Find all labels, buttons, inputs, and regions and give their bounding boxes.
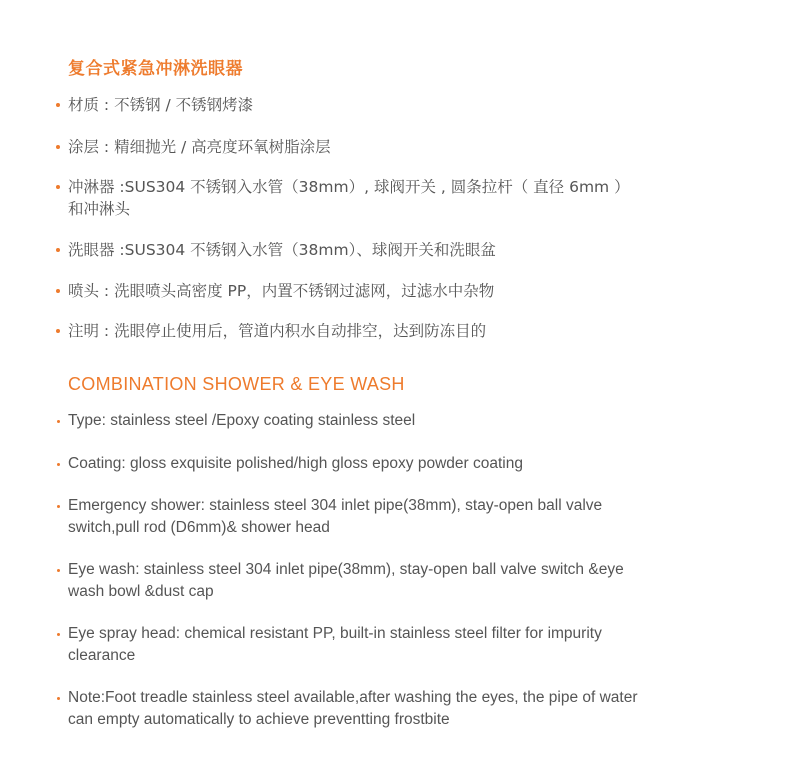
bullet-dot-icon <box>57 505 60 508</box>
cn-spec-item <box>68 94 638 116</box>
en-section-title: COMBINATION SHOWER & EYE WASH <box>68 374 405 394</box>
cn-spec-text: 注明 : 洗眼停止使用后，管道内积水自动排空，达到防冻目的 <box>68 322 487 340</box>
cn-spec-text: 冲淋器 :SUS304 不锈钢入水管（38mm）, 球阀开关 , 圆条拉杆（ 直径 6mm ）和冲淋头 <box>68 178 630 218</box>
bullet-dot-icon <box>57 420 60 423</box>
en-spec-item <box>68 410 638 432</box>
cn-section-title: 复合式紧急冲淋洗眼器 <box>68 59 243 79</box>
cn-spec-text: 洗眼器 :SUS304 不锈钢入水管（38mm）、球阀开关和洗眼盆 <box>68 241 496 259</box>
cn-spec-item <box>68 176 638 220</box>
bullet-dot-icon <box>57 633 60 636</box>
en-spec-item <box>68 495 638 539</box>
en-spec-text: Note:Foot treadle stainless steel available,after washing the eyes, the pipe of water can empty automatically to achieve preventting frostbite <box>68 689 638 728</box>
cn-spec-item <box>68 239 638 261</box>
en-spec-item <box>68 453 638 475</box>
cn-spec-text: 涂层 : 精细抛光 / 高亮度环氧树脂涂层 <box>68 138 331 156</box>
bullet-dot-icon <box>56 145 60 149</box>
en-spec-item <box>68 687 638 731</box>
cn-spec-item <box>68 280 638 302</box>
bullet-dot-icon <box>56 329 60 333</box>
en-spec-text: Type: stainless steel /Epoxy coating stainless steel <box>68 412 416 429</box>
en-spec-text: Eye wash: stainless steel 304 inlet pipe(38mm), stay-open ball valve switch &eye wash bowl &dust cap <box>68 561 624 600</box>
bullet-dot-icon <box>56 289 60 293</box>
bullet-dot-icon <box>56 248 60 252</box>
bullet-dot-icon <box>56 103 60 107</box>
cn-spec-item <box>68 320 638 342</box>
en-spec-item <box>68 559 638 603</box>
en-spec-text: Coating: gloss exquisite polished/high gloss epoxy powder coating <box>68 455 523 472</box>
bullet-dot-icon <box>56 185 60 189</box>
cn-spec-text: 材质 : 不锈钢 / 不锈钢烤漆 <box>68 96 254 114</box>
bullet-dot-icon <box>57 569 60 572</box>
en-spec-item <box>68 623 638 667</box>
cn-spec-item <box>68 136 638 158</box>
en-spec-text: Eye spray head: chemical resistant PP, built-in stainless steel filter for impurity clearance <box>68 625 602 664</box>
en-spec-text: Emergency shower: stainless steel 304 inlet pipe(38mm), stay-open ball valve switch,pull rod (D6mm)& shower head <box>68 497 603 536</box>
bullet-dot-icon <box>57 463 60 466</box>
cn-spec-text: 喷头 : 洗眼喷头高密度 PP，内置不锈钢过滤网，过滤水中杂物 <box>68 282 495 300</box>
bullet-dot-icon <box>57 697 60 700</box>
